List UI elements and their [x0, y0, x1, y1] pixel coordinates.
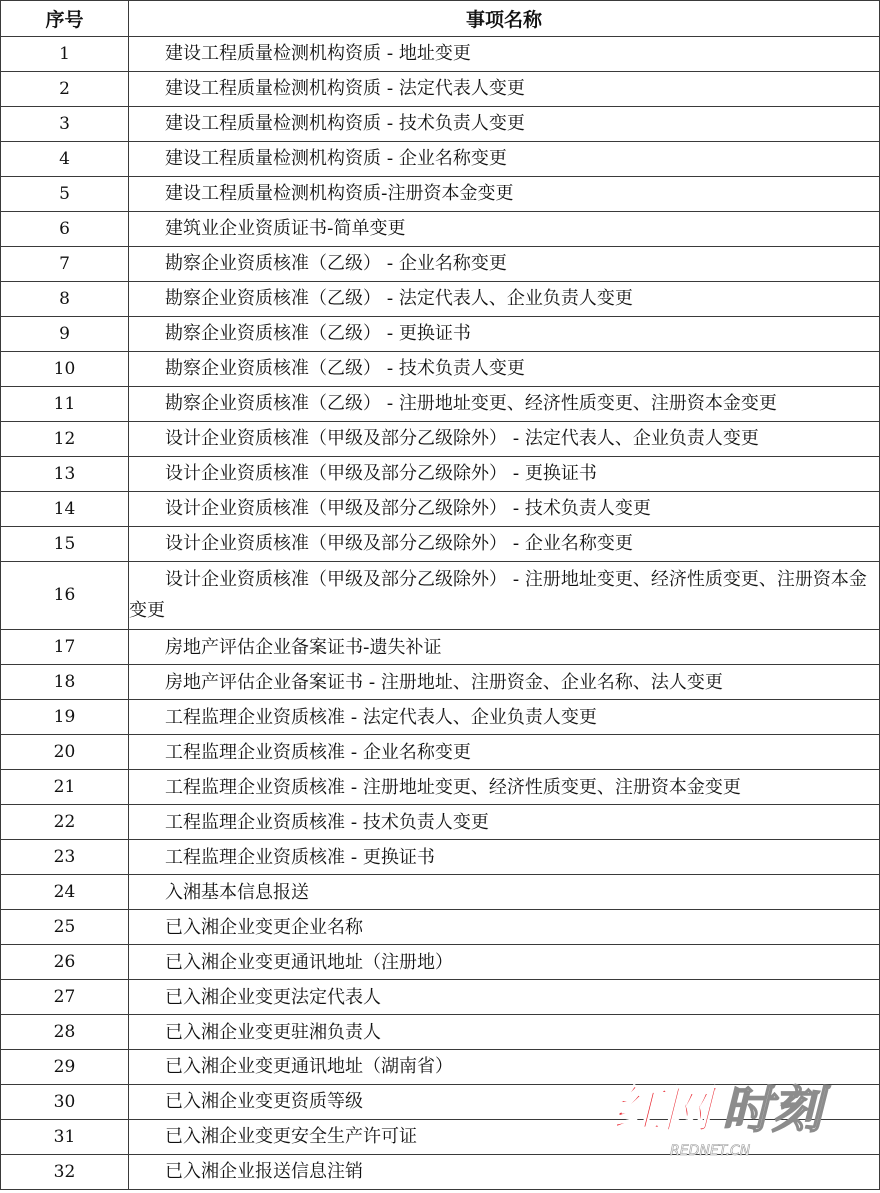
row-item-name: 设计企业资质核准（甲级及部分乙级除外） - 法定代表人、企业负责人变更: [129, 421, 880, 456]
row-number: 24: [1, 875, 129, 910]
row-item-name: 工程监理企业资质核准 - 企业名称变更: [129, 735, 880, 770]
row-number: 9: [1, 316, 129, 351]
table-row: [1, 945, 880, 980]
row-item-name: 建筑业企业资质证书-简单变更: [129, 211, 880, 246]
row-number: 23: [1, 840, 129, 875]
row-number: 5: [1, 176, 129, 211]
table-row: [1, 770, 880, 805]
row-item-name: 工程监理企业资质核准 - 注册地址变更、经济性质变更、注册资本金变更: [129, 770, 880, 805]
row-item-name: 工程监理企业资质核准 - 更换证书: [129, 840, 880, 875]
row-item-name: 入湘基本信息报送: [129, 875, 880, 910]
table-row: [1, 106, 880, 141]
row-item-name: 建设工程质量检测机构资质 - 企业名称变更: [129, 141, 880, 176]
watermark-brand: 红网: [612, 1081, 712, 1139]
row-item-name: 已入湘企业变更驻湘负责人: [129, 1015, 880, 1050]
table-row: [1, 1084, 880, 1119]
row-item-name: 已入湘企业变更安全生产许可证: [129, 1119, 880, 1154]
row-item-name: 工程监理企业资质核准 - 技术负责人变更: [129, 805, 880, 840]
row-number: 3: [1, 106, 129, 141]
row-number: 6: [1, 211, 129, 246]
row-item-name: 勘察企业资质核准（乙级） - 更换证书: [129, 316, 880, 351]
row-item-name: 已入湘企业报送信息注销: [129, 1154, 880, 1189]
table-row: [1, 421, 880, 456]
row-item-name: 设计企业资质核准（甲级及部分乙级除外） - 更换证书: [129, 456, 880, 491]
row-item-name: 设计企业资质核准（甲级及部分乙级除外） - 企业名称变更: [129, 526, 880, 561]
row-item-name: 勘察企业资质核准（乙级） - 法定代表人、企业负责人变更: [129, 281, 880, 316]
row-item-name: 已入湘企业变更法定代表人: [129, 980, 880, 1015]
row-number: 25: [1, 910, 129, 945]
row-item-name: 建设工程质量检测机构资质 - 地址变更: [129, 37, 880, 72]
row-number: 12: [1, 421, 129, 456]
table-row: [1, 211, 880, 246]
header-name: 事项名称: [129, 1, 880, 37]
row-item-name: 勘察企业资质核准（乙级） - 企业名称变更: [129, 246, 880, 281]
row-number: 22: [1, 805, 129, 840]
table-row: [1, 980, 880, 1015]
table-row: [1, 526, 880, 561]
row-number: 14: [1, 491, 129, 526]
row-number: 19: [1, 700, 129, 735]
row-number: 17: [1, 630, 129, 665]
table-row: [1, 141, 880, 176]
table-row: [1, 1119, 880, 1154]
table-row: [1, 875, 880, 910]
table-row: [1, 910, 880, 945]
row-number: 21: [1, 770, 129, 805]
row-number: 15: [1, 526, 129, 561]
row-number: 16: [1, 561, 129, 630]
table-row: [1, 561, 880, 630]
row-number: 11: [1, 386, 129, 421]
row-number: 8: [1, 281, 129, 316]
row-number: 28: [1, 1015, 129, 1050]
watermark-domain: REDNET.CN: [670, 1143, 751, 1159]
table-row: [1, 1050, 880, 1085]
table-row: [1, 805, 880, 840]
row-number: 32: [1, 1154, 129, 1189]
table-row: [1, 491, 880, 526]
row-item-name: 勘察企业资质核准（乙级） - 技术负责人变更: [129, 351, 880, 386]
row-item-name: 设计企业资质核准（甲级及部分乙级除外） - 技术负责人变更: [129, 491, 880, 526]
table-row: [1, 37, 880, 72]
row-item-name: 勘察企业资质核准（乙级） - 注册地址变更、经济性质变更、注册资本金变更: [129, 386, 880, 421]
table-row: [1, 630, 880, 665]
row-number: 20: [1, 735, 129, 770]
table-row: [1, 665, 880, 700]
row-number: 31: [1, 1119, 129, 1154]
row-number: 27: [1, 980, 129, 1015]
row-number: 29: [1, 1050, 129, 1085]
row-item-name: 房地产评估企业备案证书 - 注册地址、注册资金、企业名称、法人变更: [129, 665, 880, 700]
row-item-name: 建设工程质量检测机构资质-注册资本金变更: [129, 176, 880, 211]
table-row: [1, 386, 880, 421]
row-item-name: 已入湘企业变更通讯地址（湖南省）: [129, 1050, 880, 1085]
table-row: [1, 700, 880, 735]
table-body: [1, 37, 880, 1190]
table-row: [1, 176, 880, 211]
table-row: [1, 281, 880, 316]
row-number: 1: [1, 37, 129, 72]
header-num: 序号: [1, 1, 129, 37]
row-item-name: 已入湘企业变更资质等级: [129, 1084, 880, 1119]
row-number: 2: [1, 71, 129, 106]
row-number: 13: [1, 456, 129, 491]
row-item-name: 工程监理企业资质核准 - 法定代表人、企业负责人变更: [129, 700, 880, 735]
row-item-name: 已入湘企业变更通讯地址（注册地）: [129, 945, 880, 980]
table-row: [1, 840, 880, 875]
row-item-name: 房地产评估企业备案证书-遗失补证: [129, 630, 880, 665]
table-row: [1, 351, 880, 386]
watermark-slogan: 时刻: [722, 1081, 822, 1139]
row-item-name: 建设工程质量检测机构资质 - 法定代表人变更: [129, 71, 880, 106]
table-row: [1, 456, 880, 491]
table-row: [1, 71, 880, 106]
row-item-name: 建设工程质量检测机构资质 - 技术负责人变更: [129, 106, 880, 141]
table-row: [1, 1154, 880, 1189]
row-number: 30: [1, 1084, 129, 1119]
row-number: 26: [1, 945, 129, 980]
row-number: 10: [1, 351, 129, 386]
row-item-name: 已入湘企业变更企业名称: [129, 910, 880, 945]
table-row: [1, 316, 880, 351]
row-number: 18: [1, 665, 129, 700]
row-number: 4: [1, 141, 129, 176]
header-row: [1, 1, 880, 37]
row-number: 7: [1, 246, 129, 281]
row-item-name: 设计企业资质核准（甲级及部分乙级除外） - 注册地址变更、经济性质变更、注册资本金变更: [129, 561, 880, 630]
table-row: [1, 1015, 880, 1050]
table-row: [1, 735, 880, 770]
table-row: [1, 246, 880, 281]
